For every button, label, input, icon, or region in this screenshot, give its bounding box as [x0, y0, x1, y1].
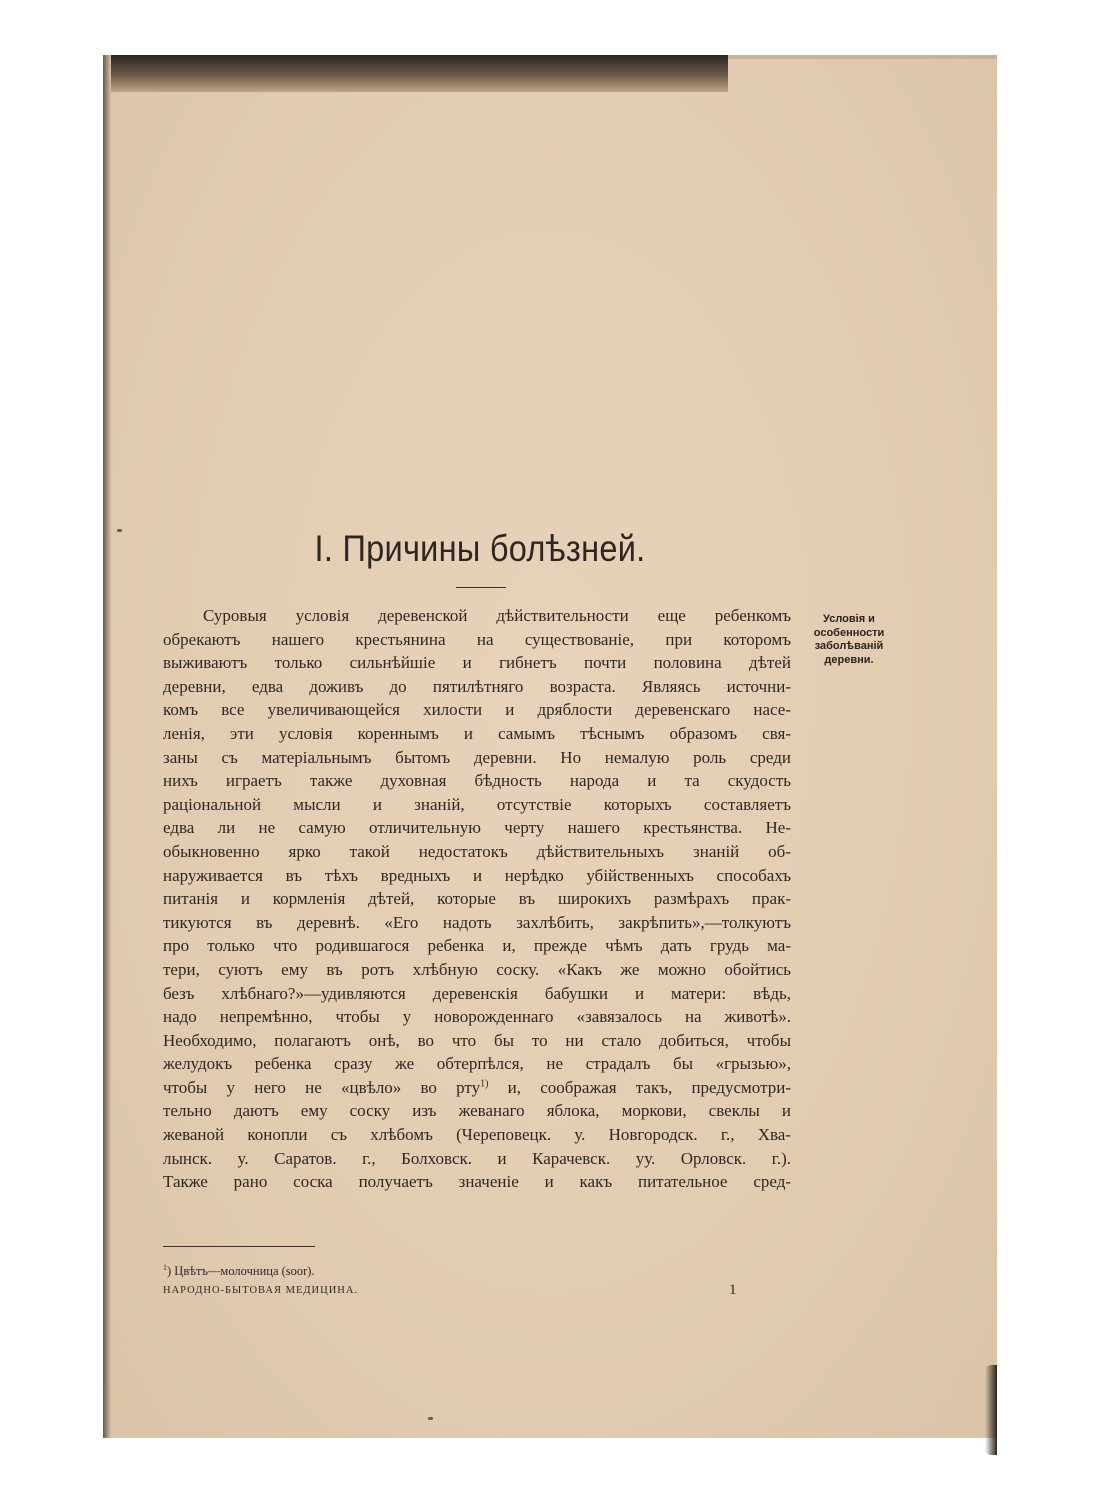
- chapter-title: I. Причины болѣзней.: [314, 528, 646, 569]
- speck: [117, 529, 122, 532]
- body-line: Суровыя условія деревенской дѣйствительности еще ребенкомъ: [203, 606, 791, 625]
- body-line: выживаютъ только сильнѣйшіе и гибнетъ почти половина дѣтей: [163, 653, 791, 673]
- margin-note-line: деревни.: [824, 653, 874, 666]
- margin-note: [799, 613, 899, 667]
- footnote: [163, 1263, 315, 1279]
- scan-dark-edge: [103, 55, 728, 92]
- footnote-rule: [163, 1246, 315, 1247]
- body-text: [163, 604, 791, 1194]
- body-line: лынск. у. Саратов. г., Болховск. и Карачевск. уу. Орловск. г.).: [163, 1148, 791, 1168]
- speck: [428, 1417, 433, 1420]
- body-line: наруживается въ тѣхъ вредныхъ и нерѣдко убійственныхъ способахъ: [163, 865, 791, 885]
- body-line: тери, суютъ ему въ ротъ хлѣбную соску. «Какъ же можно обойтись: [163, 959, 791, 979]
- body-line: тельно даютъ ему соску изъ жеванаго яблока, моркови, свеклы и: [163, 1101, 791, 1121]
- body-line: Также рано соска получаетъ значеніе и какъ питательное сред-: [163, 1172, 791, 1192]
- body-line-tail: и, соображая такъ, предусмотри-: [488, 1077, 791, 1097]
- body-line: тикуются въ деревнѣ. «Его надоть захлѣбить, закрѣпить»,—толкуютъ: [163, 912, 791, 932]
- body-line-with-footnote: [163, 1076, 791, 1100]
- body-line: деревни, едва доживъ до пятилѣтняго возраста. Являясь источни-: [163, 676, 791, 696]
- body-line: комъ все увеличивающейся хилости и дряблости деревенскаго насе-: [163, 700, 791, 720]
- body-line: ленія, эти условія кореннымъ и самымъ тѣснымъ образомъ свя-: [163, 723, 791, 743]
- binding-shadow: [985, 1365, 997, 1455]
- body-line: заны съ матеріальнымъ бытомъ деревни. Но немалую роль среди: [163, 747, 791, 767]
- running-footer: НАРОДНО-БЫТОВАЯ МЕДИЦИНА.: [163, 1285, 359, 1296]
- body-line: желудокъ ребенка сразу же обтерпѣлся, не страдалъ бы «грызью»,: [163, 1054, 791, 1074]
- body-line: обрекаютъ нашего крестьянина на существованіе, при которомъ: [163, 629, 791, 649]
- body-line: надо непремѣнно, чтобы у новорожденнаго «завязалось на животѣ».: [163, 1007, 791, 1027]
- margin-note-line: заболѣваній: [814, 640, 884, 652]
- footnote-number: 1: [163, 1263, 167, 1272]
- body-line: раціональной мысли и знаній, отсутствіе которыхъ составляетъ: [163, 794, 791, 814]
- body-line: про только что родившагося ребенка и, прежде чѣмъ дать грудь ма-: [163, 936, 791, 956]
- body-line: безъ хлѣбнаго?»—удивляются деревенскія бабушки и матери: вѣдь,: [163, 983, 791, 1003]
- footnote-text: ) Цвѣтъ—молочница (soor).: [167, 1264, 315, 1279]
- scan-left-edge: [103, 55, 111, 1438]
- body-line: питанія и кормленія дѣтей, которые въ широкихъ размѣрахъ прак-: [163, 889, 791, 909]
- footnote-mark: 1): [480, 1078, 489, 1090]
- margin-note-line: Условія и: [823, 613, 875, 625]
- title-rule: [456, 587, 506, 588]
- scan-top-edge: [728, 55, 997, 59]
- body-line-head: чтобы у него не «цвѣло» во рту: [163, 1077, 481, 1097]
- body-line: Необходимо, полагаютъ онѣ, во что бы то ни стало добиться, чтобы: [163, 1030, 791, 1050]
- body-line: жеваной конопли съ хлѣбомъ (Череповецк. у. Новгородск. г., Хва-: [163, 1125, 791, 1145]
- page-number: 1: [729, 1282, 737, 1298]
- margin-note-line: особенности: [813, 626, 885, 639]
- body-line: обыкновенно ярко такой недостатокъ дѣйствительныхъ знаній об-: [163, 841, 791, 861]
- body-line: едва ли не самую отличительную черту нашего крестьянства. Не-: [163, 818, 791, 838]
- body-line: нихъ играетъ также духовная бѣдность народа и та скудость: [163, 771, 791, 791]
